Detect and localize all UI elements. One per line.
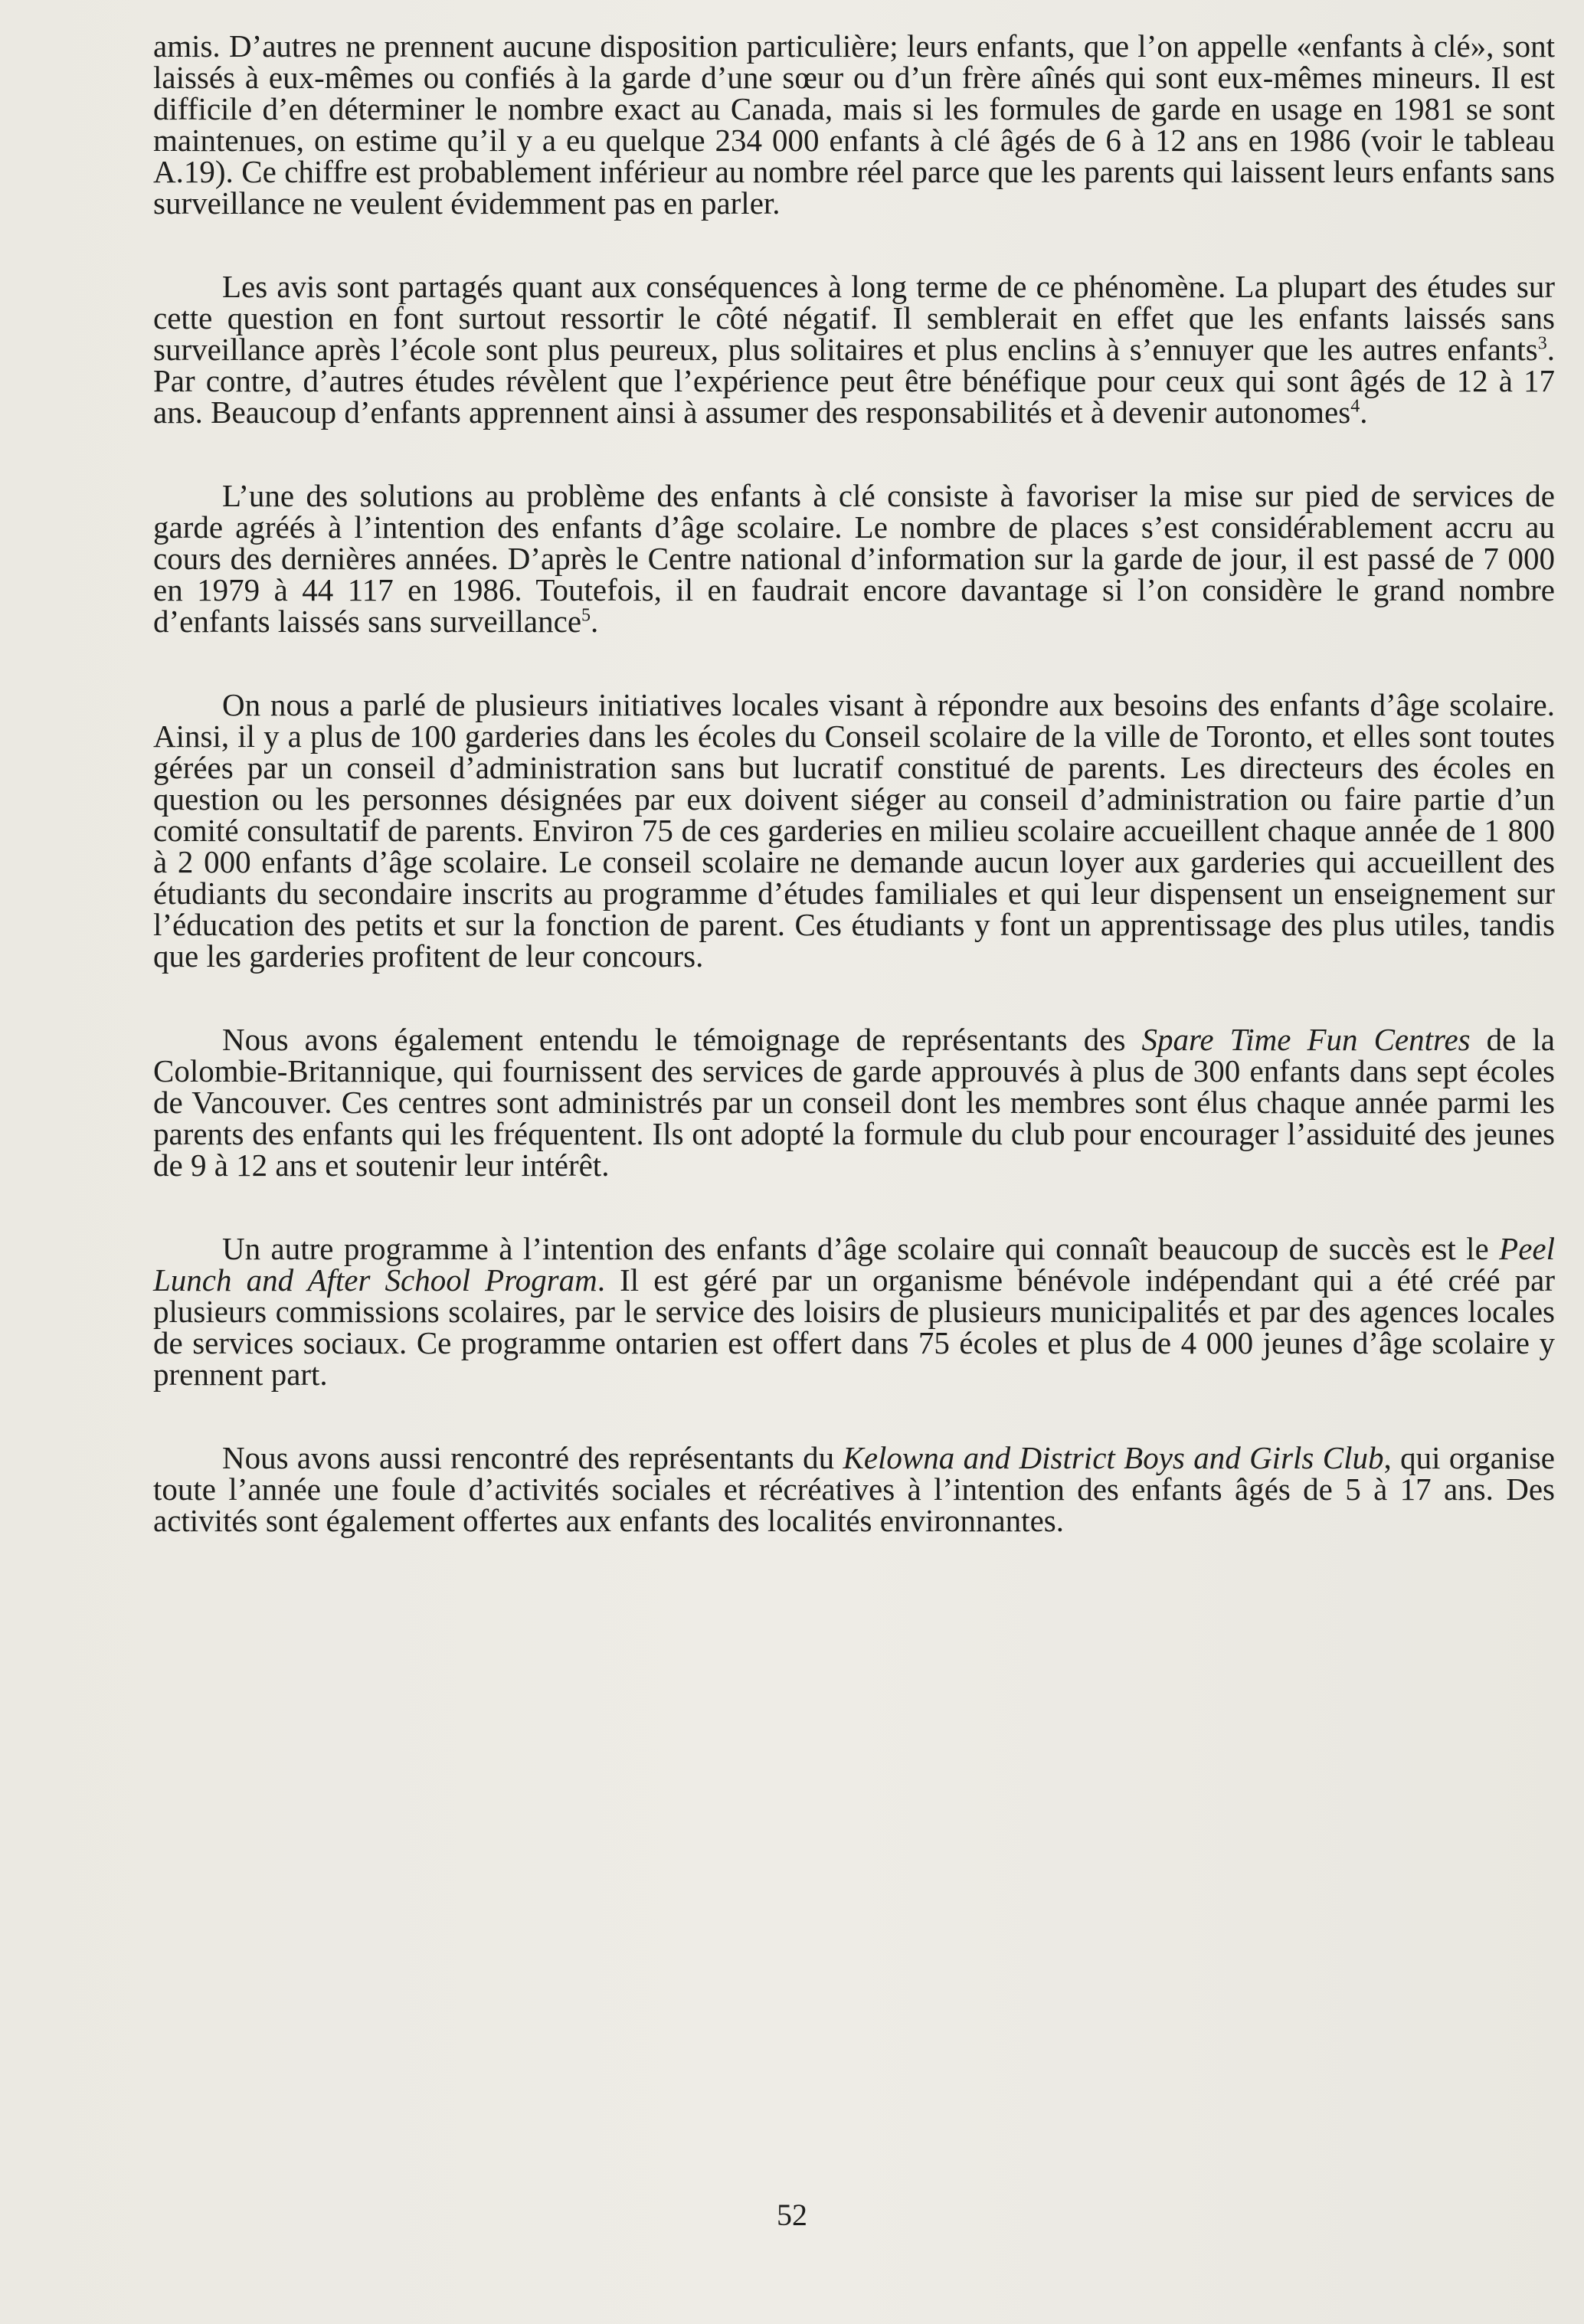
paragraph: [153, 271, 1555, 428]
paragraph-text: . Par contre, d’autres études révèlent que l’expérience peut être bénéfique pour ceux qui sont âgés de 12 à 17 ans. Beaucoup d’enfants apprennent ainsi à assumer des responsabilités et à devenir autonomes: [153, 332, 1555, 430]
paragraph-text: . Il est géré par un organisme bénévole indépendant qui a été créé par plusieurs commissions scolaires, par le service des loisirs de plusieurs municipalités et par des agences locales de services sociaux. Ce programme ontarien est offert dans 75 écoles et plus de 4 000 jeunes d’âge scolaire y prennent part.: [153, 1262, 1555, 1392]
paragraph-text: amis. D’autres ne prennent aucune disposition particulière; leurs enfants, que l’on appelle «enfants à clé», sont laissés à eux-mêmes ou confiés à la garde d’une sœur ou d’un frère aînés qui sont eux-mêmes mineurs. Il est difficile d’en déterminer le nombre exact au Canada, mais si les formules de garde en usage en 1981 se sont maintenues, on estime qu’il y a eu quelque 234 000 enfants à clé âgés de 6 à 12 ans en 1986 (voir le tableau A.19). Ce chiffre est probablement inférieur au nombre réel parce que les parents qui laissent leurs enfants sans surveillance ne veulent évidemment pas en parler.: [153, 28, 1555, 221]
italic-program-name: Kelowna and District Boys and Girls Club: [843, 1440, 1384, 1475]
paragraph-text: .: [591, 604, 599, 639]
paragraph: [153, 28, 1555, 221]
italic-program-name: Spare Time Fun Centres: [1141, 1022, 1471, 1057]
paragraph-text: de la Colombie-Britannique, qui fournissent des services de garde approuvés à plus de 300 enfants dans sept écoles de Vancouver. Ces centres sont administrés par un conseil dont les membres sont élus chaque année parmi les parents des enfants qui les fréquentent. Ils ont adopté la formule du club pour encourager l’assiduité des jeunes de 9 à 12 ans et soutenir leur intérêt.: [153, 1022, 1555, 1183]
footnote-marker: 4: [1350, 396, 1360, 417]
footnote-marker: 3: [1537, 333, 1547, 354]
paragraph-text: L’une des solutions au problème des enfants à clé consiste à favoriser la mise sur pied de services de garde agréés à l’intention des enfants d’âge scolaire. Le nombre de places s’est considérablement accru au cours des dernières années. D’après le Centre national d’information sur la garde de jour, il est passé de 7 000 en 1979 à 44 117 en 1986. Toutefois, il en faudrait encore davantage si l’on considère le grand nombre d’enfants laissés sans surveillance: [153, 478, 1555, 639]
page-number: 52: [777, 2198, 807, 2232]
paragraph: [153, 689, 1555, 972]
paragraph-text: , qui organise toute l’année une foule d’activités sociales et récréatives à l’intention des enfants âgés de 5 à 17 ans. Des activités sont également offertes aux enfants des localités environnantes.: [153, 1440, 1556, 1538]
paragraph-text: On nous a parlé de plusieurs initiatives locales visant à répondre aux besoins des enfants d’âge scolaire. Ainsi, il y a plus de 100 garderies dans les écoles du Conseil scolaire de la ville de Toronto, et elles sont toutes gérées par un conseil d’administration sans but lucratif constitué de parents. Les directeurs des écoles en question ou les personnes désignées par eux doivent siéger au conseil d’administration ou faire partie d’un comité consultatif de parents. Environ 75 de ces garderies en milieu scolaire accueillent chaque année de 1 800 à 2 000 enfants d’âge scolaire. Le conseil scolaire ne demande aucun loyer aux garderies qui accueillent des étudiants du secondaire inscrits au programme d’études familiales et qui leur dispensent un enseignement sur l’éducation des petits et sur la fonction de parent. Ces étudiants y font un apprentissage des plus utiles, tandis que les garderies profitent de leur concours.: [153, 687, 1555, 974]
paragraph-text: .: [1360, 394, 1368, 430]
paragraph: [153, 480, 1555, 637]
footnote-marker: 5: [581, 605, 591, 626]
paragraph-text: Les avis sont partagés quant aux conséquences à long terme de ce phénomène. La plupart des études sur cette question en font surtout ressortir le côté négatif. Il semblerait en effet que les enfants laissés sans surveillance après l’école sont plus peureux, plus solitaires et plus enclins à s’ennuyer que les autres enfants: [153, 269, 1555, 367]
paragraph-text: Nous avons aussi rencontré des représentants du: [222, 1440, 843, 1475]
paragraph: [153, 1442, 1555, 1537]
paragraph: [153, 1024, 1555, 1181]
paragraph-text: Un autre programme à l’intention des enfants d’âge scolaire qui connaît beaucoup de succès est le: [222, 1231, 1500, 1266]
italic-program-name: Peel Lunch and After School Program: [153, 1231, 1555, 1298]
paragraph-text: Nous avons également entendu le témoignage de représentants des: [222, 1022, 1142, 1057]
paragraph: [153, 1233, 1555, 1390]
body-text: [153, 28, 1556, 1589]
